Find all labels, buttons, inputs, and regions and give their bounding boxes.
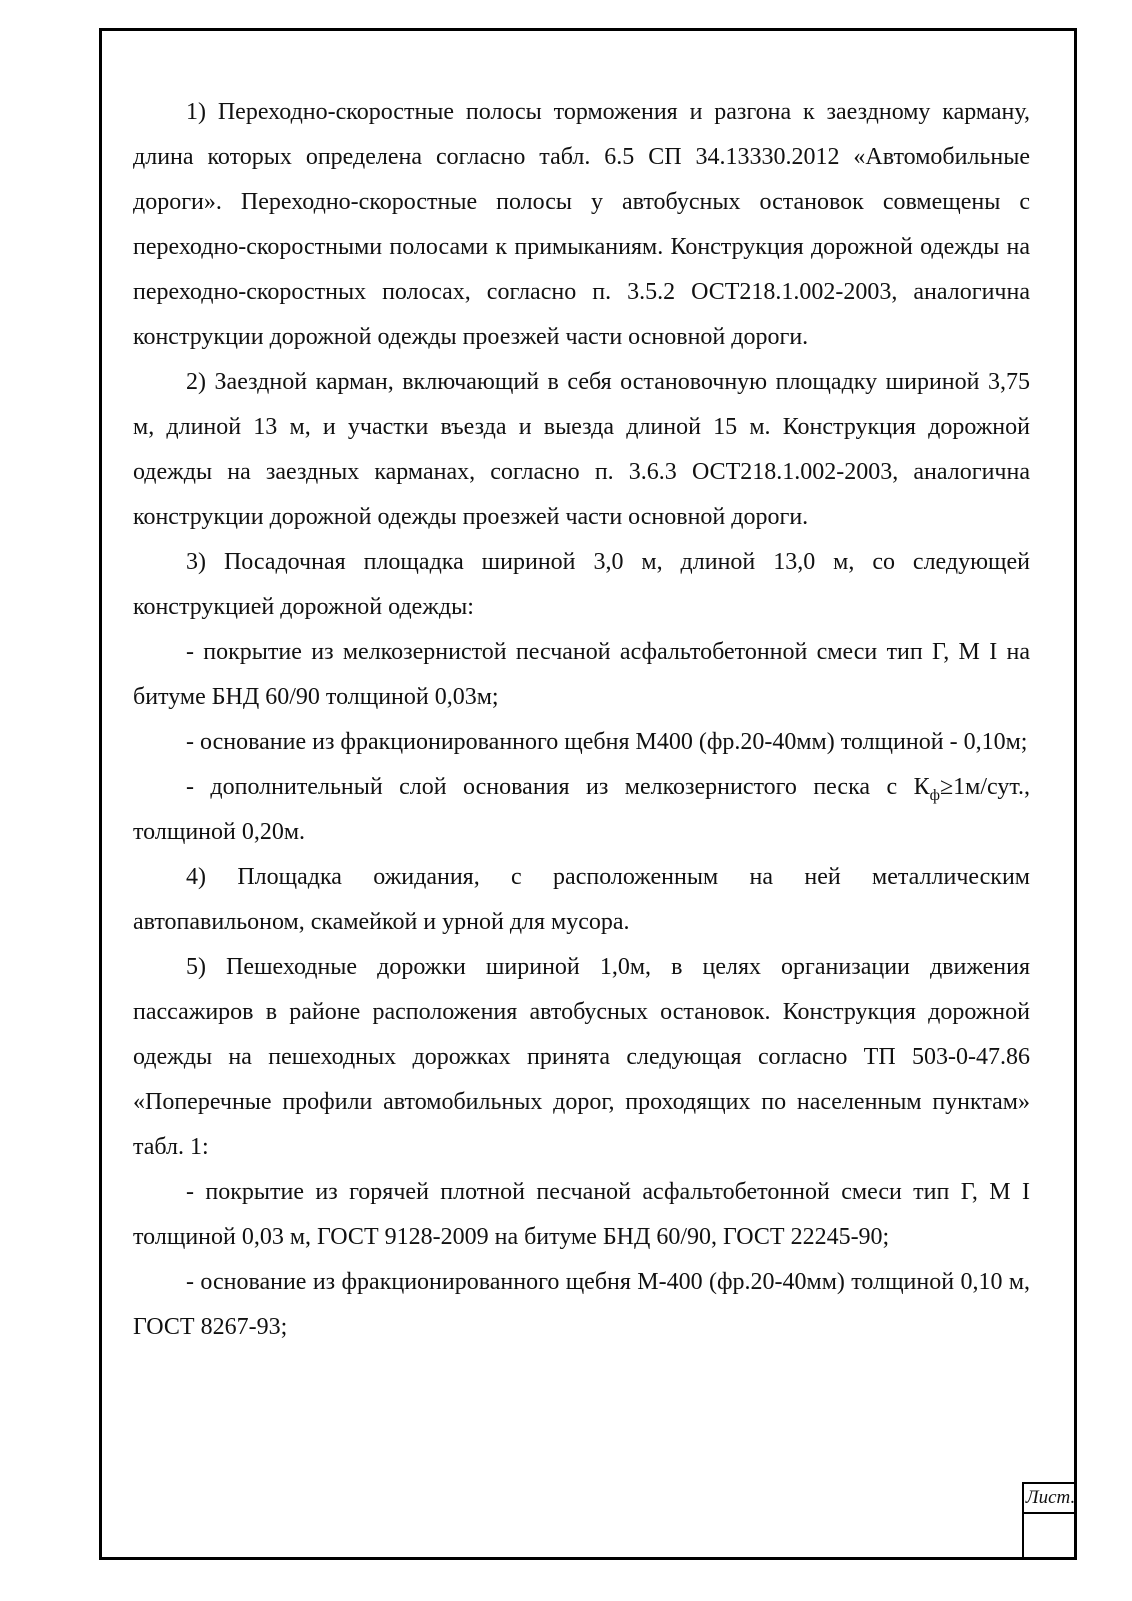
paragraph-additional-layer (133, 765, 1030, 855)
layer-text-before: - дополнительный слой основания из мелкозернистого песка с К (186, 774, 930, 800)
paragraph-walkway-coating: - покрытие из горячей плотной песчаной асфальтобетонной смеси тип Г, М I толщиной 0,03 м, ГОСТ 9128-2009 на битуме БНД 60/90, ГОСТ 22245-90; (133, 1179, 1030, 1250)
sheet-stamp-label: Лист. (1024, 1484, 1077, 1514)
paragraph-base: - основание из фракционированного щебня М400 (фр.20-40мм) толщиной - 0,10м; (186, 729, 1028, 755)
paragraph-1: 1) Переходно-скоростные полосы торможения и разгона к заездному карману, длина которых определена согласно табл. 6.5 СП 34.13330.2012 «Автомобильные дороги». Переходно-скоростные полосы у автобусных остановок совмещены с переходно-скоростными полосами к примыканиям. Конструкция дорожной одежды на переходно-скоростных полосах, согласно п. 3.5.2 ОСТ218.1.002-2003, аналогична конструкции дорожной одежды проезжей части основной дороги. (133, 99, 1030, 350)
paragraph-coating: - покрытие из мелкозернистой песчаной асфальтобетонной смеси тип Г, М I на битуме БНД 60/90 толщиной 0,03м; (133, 639, 1030, 710)
sheet-stamp (1022, 1482, 1077, 1560)
layer-subscript: ф (929, 786, 940, 804)
paragraph-5: 5) Пешеходные дорожки шириной 1,0м, в целях организации движения пассажиров в районе расположения автобусных остановок. Конструкция дорожной одежды на пешеходных дорожках принята следующая согласно ТП 503-0-47.86 «Поперечные профили автомобильных дорог, проходящих по населенным пунктам» табл. 1: (133, 954, 1030, 1160)
document-body (133, 90, 1030, 1350)
paragraph-3: 3) Посадочная площадка шириной 3,0 м, длиной 13,0 м, со следующей конструкцией дорожной одежды: (133, 549, 1030, 620)
paragraph-walkway-base: - основание из фракционированного щебня М-400 (фр.20-40мм) толщиной 0,10 м, ГОСТ 8267-93; (133, 1269, 1030, 1340)
paragraph-2: 2) Заездной карман, включающий в себя остановочную площадку шириной 3,75 м, длиной 13 м, и участки въезда и выезда длиной 15 м. Конструкция дорожной одежды на заездных карманах, согласно п. 3.6.3 ОСТ218.1.002-2003, аналогична конструкции дорожной одежды проезжей части основной дороги. (133, 369, 1030, 530)
sheet-number (1024, 1514, 1077, 1560)
layer-text-after: ≥1м/сут., толщиной 0,20м. (133, 774, 1030, 845)
paragraph-4: 4) Площадка ожидания, с расположенным на ней металлическим автопавильоном, скамейкой и урной для мусора. (133, 864, 1030, 935)
